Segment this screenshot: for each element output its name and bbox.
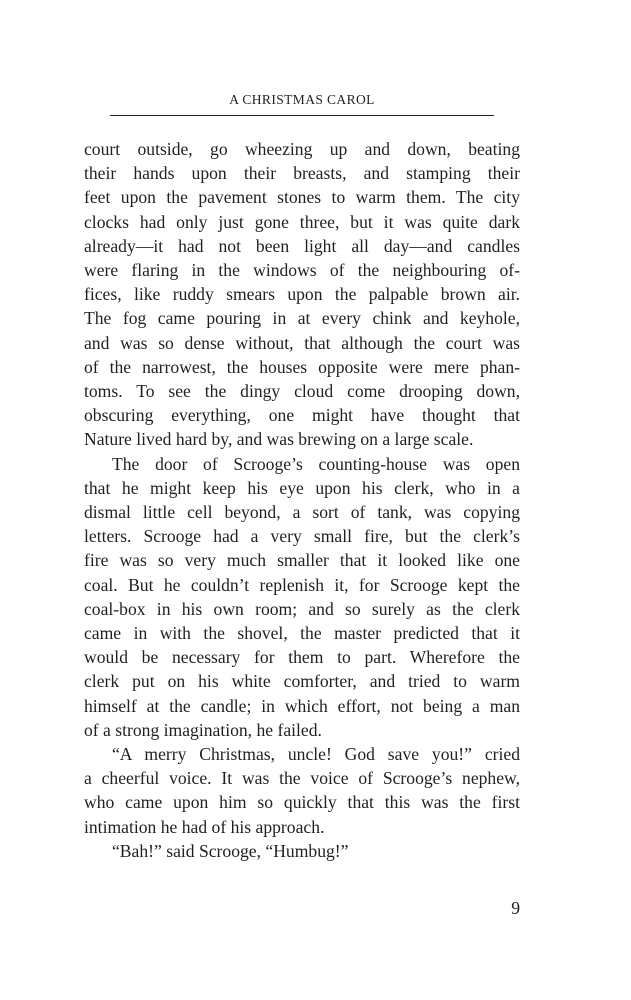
text-line: intimation he had of his approach.: [84, 816, 325, 837]
paragraph: [84, 137, 520, 452]
text-line: would be necessary for them to part. Wherefore the: [84, 647, 520, 668]
paragraph: [84, 742, 520, 839]
text-line: toms. To see the dingy cloud come drooping down,: [84, 381, 520, 402]
text-line: obscuring everything, one might have thought that: [84, 405, 520, 426]
text-line: clocks had only just gone three, but it was quite dark: [84, 211, 520, 232]
text-line: and was so dense without, that although the court was: [84, 332, 520, 353]
page-number: 9: [511, 898, 520, 918]
paragraph: [84, 452, 520, 742]
text-line: Nature lived hard by, and was brewing on a large scale.: [84, 429, 474, 450]
body-text: [84, 137, 520, 863]
text-line: dismal little cell beyond, a sort of tank, was copying: [84, 502, 520, 523]
text-line: fices, like ruddy smears upon the palpable brown air.: [84, 284, 520, 305]
text-line: “A merry Christmas, uncle! God save you!” cried: [112, 744, 520, 765]
text-line: of the narrowest, the houses opposite were mere phan-: [84, 356, 520, 377]
text-line: who came upon him so quickly that this was the first: [84, 792, 520, 813]
text-line: clerk put on his white comforter, and tried to warm: [84, 671, 520, 692]
text-line: were flaring in the windows of the neighbouring of-: [84, 260, 520, 281]
text-line: letters. Scrooge had a very small fire, but the clerk’s: [84, 526, 520, 547]
text-line: The fog came pouring in at every chink and keyhole,: [84, 308, 520, 329]
text-line: that he might keep his eye upon his clerk, who in a: [84, 477, 520, 498]
text-line: feet upon the pavement stones to warm them. The city: [84, 187, 520, 208]
text-line: their hands upon their breasts, and stamping their: [84, 163, 520, 184]
text-line: of a strong imagination, he failed.: [84, 719, 322, 740]
text-line: fire was so very much smaller that it looked like one: [84, 550, 520, 571]
text-line: a cheerful voice. It was the voice of Scrooge’s nephew,: [84, 768, 520, 789]
text-line: The door of Scrooge’s counting-house was open: [112, 453, 520, 474]
text-line: coal. But he couldn’t replenish it, for Scrooge kept the: [84, 574, 520, 595]
text-line: court outside, go wheezing up and down, beating: [84, 139, 520, 159]
running-head: A CHRISTMAS CAROL: [229, 92, 375, 107]
paragraph: [84, 839, 520, 863]
text-line: “Bah!” said Scrooge, “Humbug!”: [112, 840, 349, 861]
text-line: coal-box in his own room; and so surely as the clerk: [84, 598, 520, 619]
text-line: himself at the candle; in which effort, not being a man: [84, 695, 520, 716]
text-line: came in with the shovel, the master predicted that it: [84, 623, 520, 644]
header-rule: [110, 115, 494, 116]
text-line: already—it had not been light all day—and candles: [84, 235, 520, 256]
